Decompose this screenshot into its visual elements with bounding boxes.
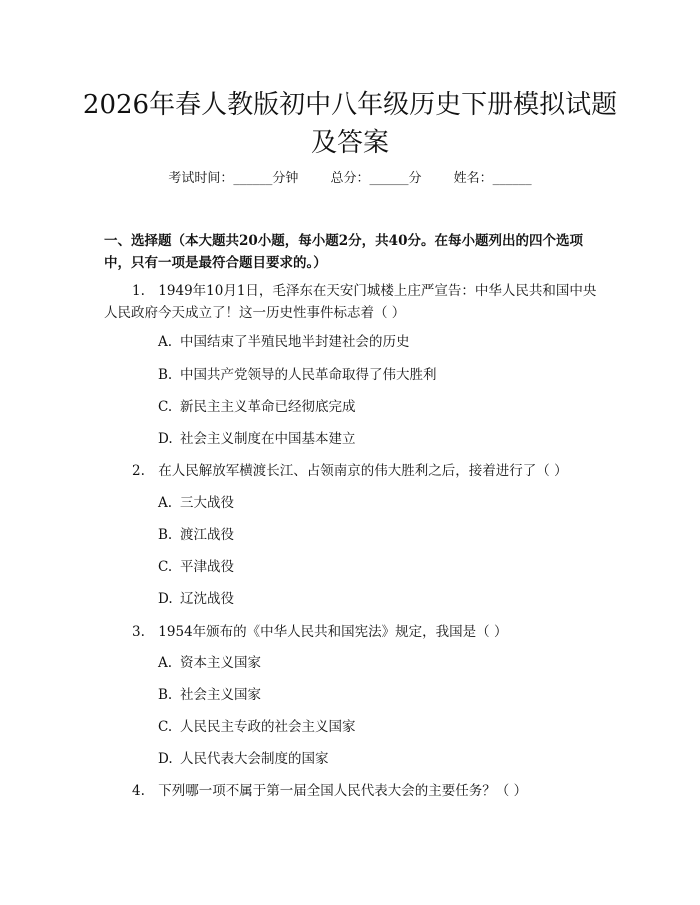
option-3c	[158, 717, 598, 737]
option-1d	[158, 429, 598, 449]
option-text: 中国结束了半殖民地半封建社会的历史	[180, 334, 410, 350]
question-number: 2.	[132, 463, 145, 479]
student-name-blank: ______	[492, 171, 532, 186]
option-1b	[158, 365, 598, 385]
exam-info-line	[0, 170, 700, 188]
exam-time-unit: 分钟	[272, 171, 299, 186]
option-2d	[158, 589, 598, 609]
option-text: 新民主主义革命已经彻底完成	[180, 399, 356, 415]
question-number: 1.	[132, 283, 145, 299]
option-2a	[158, 493, 598, 513]
option-text: 渡江战役	[180, 527, 234, 543]
question-text: 1954年颁布的《中华人民共和国宪法》规定，我国是（ ）	[158, 624, 508, 640]
total-score-unit: 分	[408, 171, 422, 186]
option-text: 平津战役	[180, 559, 234, 575]
student-name-field	[454, 171, 532, 186]
option-3d	[158, 749, 598, 769]
question-number: 4.	[132, 783, 145, 799]
option-text: 三大战役	[180, 495, 234, 511]
option-letter: B.	[158, 687, 173, 703]
option-letter: D.	[158, 751, 173, 767]
question-3	[104, 621, 600, 643]
option-text: 社会主义国家	[180, 687, 261, 703]
page-title: 2026年春人教版初中八年级历史下册模拟试题及答案	[82, 90, 618, 158]
option-1a	[158, 332, 598, 352]
exam-time-blank: ______	[233, 171, 273, 186]
option-text: 辽沈战役	[180, 591, 234, 607]
total-score-label: 总分：	[330, 171, 370, 186]
option-letter: C.	[158, 559, 173, 575]
option-letter: C.	[158, 719, 173, 735]
option-letter: A.	[158, 495, 173, 511]
question-text: 在人民解放军横渡长江、占领南京的伟大胜利之后，接着进行了（ ）	[158, 463, 568, 479]
question-text: 1949年10月1日，毛泽东在天安门城楼上庄严宣告：中华人民共和国中央人民政府今天成立了！这一历史性事件标志着（ ）	[104, 283, 597, 321]
option-letter: A.	[158, 334, 173, 350]
student-name-label: 姓名：	[453, 171, 493, 186]
option-letter: B.	[158, 367, 173, 383]
question-text: 下列哪一项不属于第一届全国人民代表大会的主要任务？（ ）	[158, 783, 528, 799]
option-text: 人民代表大会制度的国家	[180, 751, 329, 767]
question-4	[104, 780, 600, 802]
question-1	[104, 280, 600, 324]
question-number: 3.	[132, 624, 145, 640]
exam-time-label: 考试时间：	[168, 171, 234, 186]
option-letter: A.	[158, 655, 173, 671]
section-heading: 一、选择题（本大题共20小题，每小题2分，共40分。在每小题列出的四个选项中，只有一项是最符合题目要求的。）	[104, 233, 583, 271]
option-letter: D.	[158, 431, 173, 447]
option-text: 资本主义国家	[180, 655, 261, 671]
option-letter: C.	[158, 399, 173, 415]
total-score-field	[330, 171, 421, 186]
option-letter: D.	[158, 591, 173, 607]
option-1c	[158, 397, 598, 417]
option-text: 中国共产党领导的人民革命取得了伟大胜利	[180, 367, 437, 383]
option-2b	[158, 525, 598, 545]
exam-time-field	[168, 171, 298, 186]
option-3a	[158, 653, 598, 673]
question-2	[104, 460, 600, 482]
total-score-blank: ______	[369, 171, 409, 186]
option-text: 人民民主专政的社会主义国家	[180, 719, 356, 735]
option-letter: B.	[158, 527, 173, 543]
option-2c	[158, 557, 598, 577]
option-text: 社会主义制度在中国基本建立	[180, 431, 356, 447]
option-3b	[158, 685, 598, 705]
